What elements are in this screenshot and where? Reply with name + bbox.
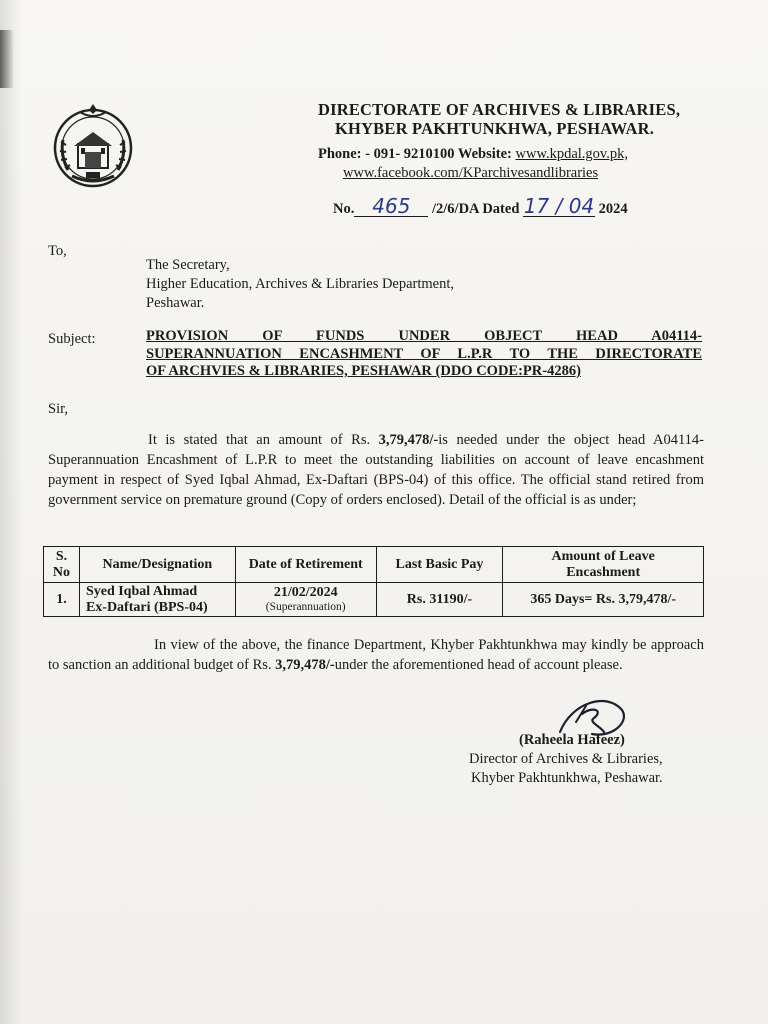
header-amount-line1: Amount of Leave — [551, 548, 655, 564]
to-label: To, — [48, 243, 67, 259]
header-sno-line1: S. — [55, 548, 68, 564]
recipient-address — [146, 256, 546, 313]
phone-label: Phone: - 091- 9210100 Website: — [318, 146, 512, 162]
header-amount — [503, 547, 704, 583]
salutation: Sir, — [48, 401, 68, 417]
website-link[interactable]: www.kpdal.gov.pk, — [515, 146, 628, 162]
subject-line1: PROVISION OF FUNDS UNDER OBJECT HEAD A04114- — [146, 328, 702, 344]
recipient-line1: The Secretary, — [146, 257, 230, 273]
para2-amount: 3,79,478/- — [275, 657, 335, 673]
ref-year: 2024 — [598, 201, 628, 217]
cell-sno: 1. — [44, 583, 80, 617]
signatory-title-line1: Director of Archives & Libraries, — [469, 751, 663, 767]
cell-retirement-note: (Superannuation) — [265, 601, 346, 613]
government-emblem-icon — [50, 100, 136, 190]
ref-middle: /2/6/DA Dated — [431, 201, 520, 217]
cell-name-line2: Ex-Daftari (BPS-04) — [85, 599, 208, 615]
header-sno-line2: No — [52, 564, 71, 580]
header-amount-line2: Encashment — [566, 564, 641, 580]
para1-amount: 3,79,478/- — [378, 432, 439, 448]
org-name-line2: KHYBER PAKHTUNKHWA, PESHAWAR. — [335, 119, 655, 138]
table-header-row — [44, 547, 704, 583]
ref-prefix: No. — [333, 201, 355, 217]
ref-number-handwritten: 465 — [354, 196, 428, 217]
recipient-line3: Peshawar. — [146, 295, 205, 311]
subject-label: Subject: — [48, 331, 96, 347]
header-sno — [44, 547, 80, 583]
signatory-name: (Raheela Hafeez) — [519, 732, 625, 748]
header-pay: Last Basic Pay — [376, 547, 503, 583]
contact-block — [318, 145, 698, 183]
para1-text-b: is needed under the object head A04114-Superannuation Encashment of L.P.R to meet the outstanding liabilities on account of leave encashment payment in respect of Syed Iqbal Ahmad, Ex-Daftari (BPS-04) of this office. The official stand retired from government service on premature ground (Copy of orders enclosed). Detail of the official is as under; — [48, 432, 704, 508]
cell-name-line1: Syed Iqbal Ahmad — [85, 583, 198, 599]
body-paragraph-2 — [48, 635, 704, 675]
cell-amount: 365 Days= Rs. 3,79,478/- — [503, 583, 704, 617]
cell-retirement-date: 21/02/2024 — [273, 585, 338, 600]
cell-pay: Rs. 31190/- — [376, 583, 503, 617]
signatory-title — [469, 750, 663, 788]
recipient-line2: Higher Education, Archives & Libraries Department, — [146, 276, 455, 292]
ref-date-handwritten: 17 / 04 — [523, 194, 595, 218]
organization-name — [318, 100, 681, 138]
para1-text-a: It is stated that an amount of Rs. — [148, 432, 371, 448]
subject-text — [146, 328, 702, 381]
body-paragraph-1 — [48, 430, 704, 510]
para2-text-a: In view of the above, the finance Department, Khyber Pakhtunkhwa may kindly be approach to sanction an additional budget of Rs. — [48, 637, 704, 673]
reference-line — [333, 196, 673, 218]
para2-text-b: under the aforementioned head of account please. — [334, 657, 623, 673]
header-retirement: Date of Retirement — [235, 547, 376, 583]
cell-retirement — [235, 583, 376, 617]
scan-edge-shadow — [0, 0, 22, 1024]
subject-line2: SUPERANNUATION ENCASHMENT OF L.P.R TO THE DIRECTORATE — [146, 345, 702, 362]
subject-line3: OF ARCHVIES & LIBRARIES, PESHAWAR (DDO CODE:PR-4286) — [146, 363, 581, 379]
cell-name — [79, 583, 235, 617]
header-name: Name/Designation — [79, 547, 235, 583]
facebook-link[interactable]: www.facebook.com/KParchivesandlibraries — [343, 165, 599, 181]
scan-edge-mark — [0, 30, 14, 88]
table-row — [44, 583, 704, 617]
signatory-title-line2: Khyber Pakhtunkhwa, Peshawar. — [471, 770, 663, 786]
org-name-line1: DIRECTORATE OF ARCHIVES & LIBRARIES, — [318, 100, 681, 119]
official-details-table — [43, 546, 704, 617]
